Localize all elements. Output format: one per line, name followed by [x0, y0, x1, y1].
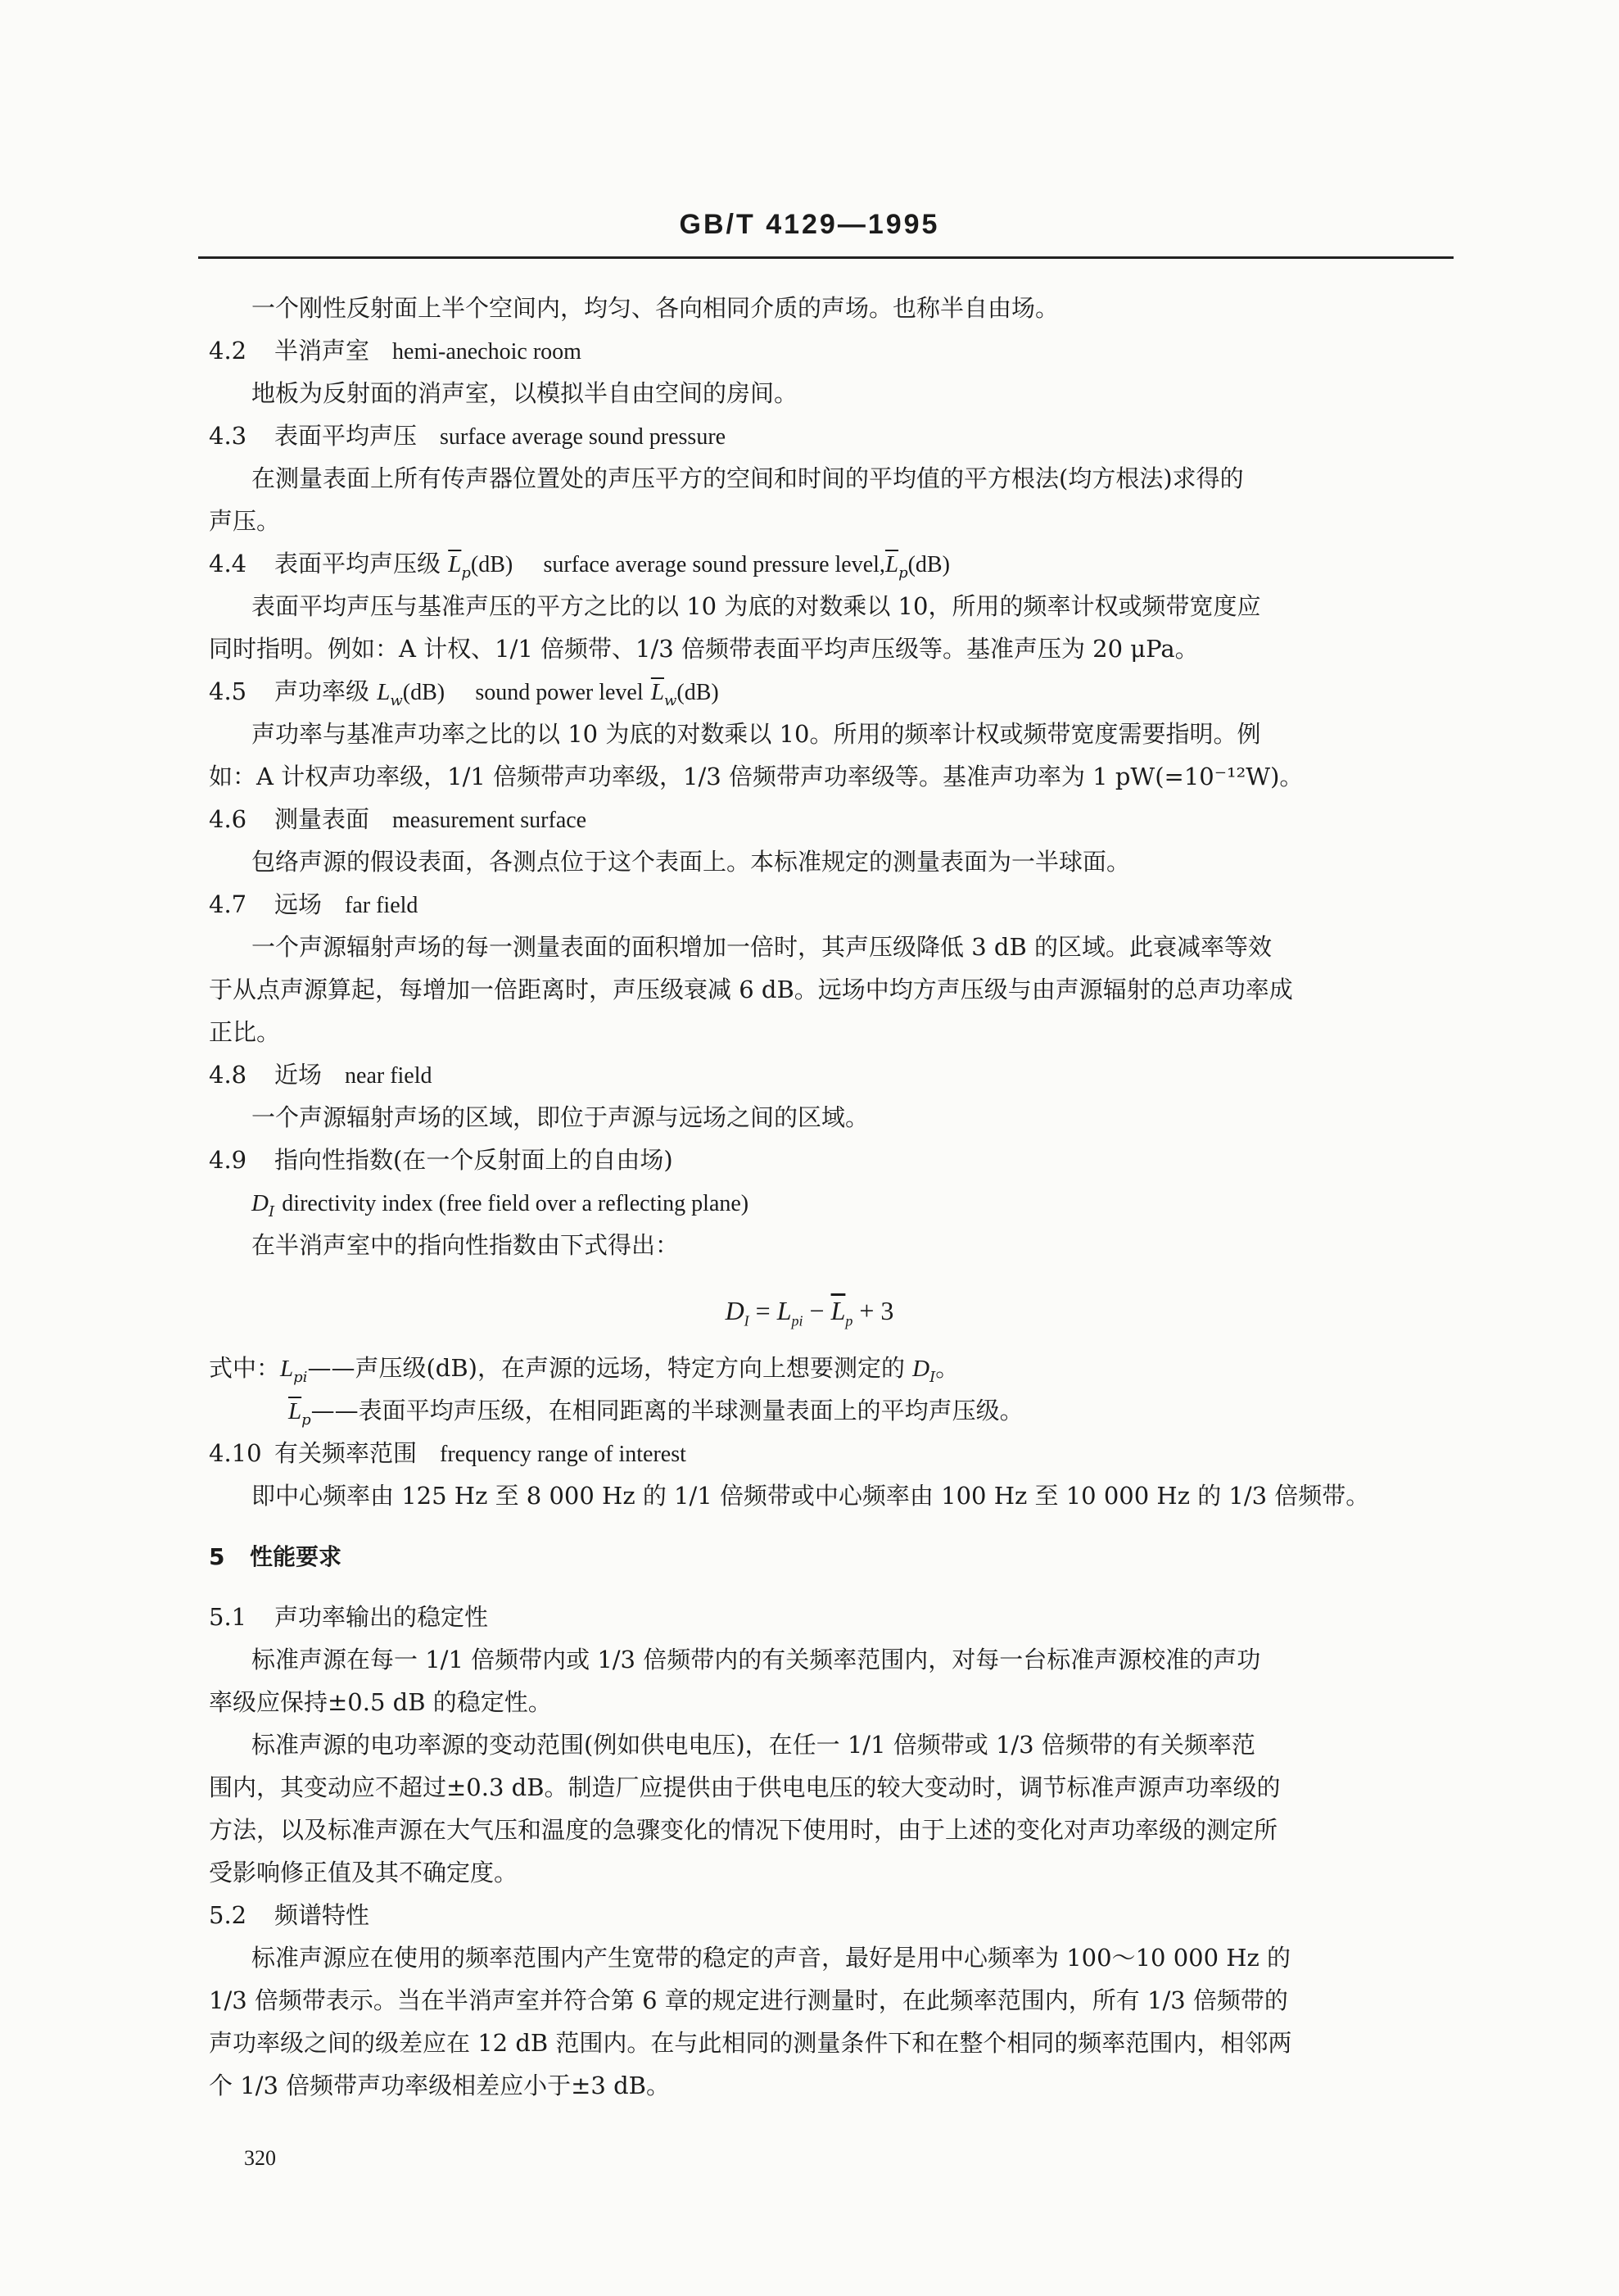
clause-title-en: near field: [345, 1063, 432, 1089]
symbol: D: [251, 1190, 269, 1216]
header-rule: [198, 256, 1454, 259]
clause-heading-4-2: [209, 334, 581, 369]
clause-number: 5.2: [209, 1901, 247, 1929]
clause-number: 4.2: [209, 337, 247, 365]
clause-number: 4.6: [209, 805, 247, 833]
unit: (dB): [402, 680, 445, 705]
clause-title-zh: 表面平均声压级: [274, 550, 441, 577]
clause-heading-4-7: [209, 888, 418, 922]
symbol: L: [377, 679, 391, 705]
symbol-subscript: pi: [293, 1368, 308, 1386]
page-number: 320: [244, 2146, 276, 2170]
clause-number: 4.7: [209, 890, 247, 918]
body-line: 同时指明。例如：A 计权、1/1 倍频带、1/3 倍频带表面平均声压级等。基准声压为 20 μPa。: [209, 635, 1199, 663]
body-line: 声功率与基准声功率之比的以 10 为底的对数乘以 10。所用的频率计权或频带宽度需要指明。例: [251, 720, 1261, 748]
clause-title-en: surface average sound pressure level,: [543, 552, 885, 577]
clause-number: 4.3: [209, 422, 247, 450]
symbol: $\overline{L}$: [650, 679, 664, 705]
symbol-subscript: p: [301, 1411, 311, 1429]
clause-title-en: hemi-anechoic room: [392, 339, 581, 365]
formula-term-subscript: pi: [791, 1312, 803, 1329]
formula-where-line: [288, 1394, 1024, 1437]
clause-number: 4.8: [209, 1061, 247, 1089]
symbol: $\overline{L}$: [884, 551, 899, 577]
clause-number: 4.9: [209, 1146, 247, 1174]
body-line: 围内，其变动应不超过±0.3 dB。制造厂应提供由于供电电压的较大变动时，调节标准声源声功率级的: [209, 1773, 1281, 1801]
clause-number: 4.5: [209, 677, 247, 705]
formula-minus: −: [809, 1296, 825, 1325]
clause-heading-4-6: [209, 803, 586, 837]
clause-title-zh: 表面平均声压: [274, 422, 418, 450]
where-end: 。: [935, 1354, 960, 1382]
symbol-subscript: I: [268, 1202, 275, 1220]
chapter-title: 性能要求: [250, 1543, 342, 1570]
clause-title-zh: 指向性指数(在一个反射面上的自由场): [274, 1146, 673, 1174]
clause-title-en: far field: [345, 893, 418, 918]
symbol-subscript: p: [461, 564, 471, 582]
body-line: 在半消声室中的指向性指数由下式得出：: [251, 1231, 680, 1259]
chapter-heading-5: [209, 1540, 341, 1574]
directivity-index-line: [251, 1186, 748, 1229]
clause-heading-4-8: [209, 1058, 432, 1093]
body-line: 一个刚性反射面上半个空间内，均匀、各向相同介质的声场。也称半自由场。: [251, 294, 1060, 322]
clause-heading-5-1: [209, 1601, 488, 1633]
formula-lhs: D: [725, 1296, 744, 1325]
clause-heading-4-5: [209, 675, 719, 718]
symbol: D: [912, 1356, 930, 1382]
body-line: 声功率级之间的级差应在 12 dB 范围内。在与此相同的测量条件下和在整个相同的频率范围内，相邻两: [209, 2029, 1292, 2057]
clause-title-en: sound power level: [475, 680, 644, 705]
formula-term: $\overline{L}$: [830, 1296, 846, 1325]
chapter-number: 5: [209, 1543, 225, 1570]
clause-title-zh: 半消声室: [274, 337, 370, 365]
clause-title-en: directivity index (free field over a reflecting plane): [282, 1191, 749, 1216]
symbol-subscript: p: [898, 564, 908, 582]
body-line: 1/3 倍频带表示。当在半消声室并符合第 6 章的规定进行测量时，在此频率范围内，所有 1/3 倍频带的: [209, 1986, 1288, 2014]
body-line: 在测量表面上所有传声器位置处的声压平方的空间和时间的平均值的平方根法(均方根法)求得的: [251, 464, 1244, 492]
clause-title-zh: 声功率级: [274, 677, 370, 705]
clause-heading-4-4: [209, 547, 950, 590]
symbol-subscript: I: [929, 1368, 936, 1386]
formula-where-line: [209, 1352, 959, 1394]
clause-heading-5-2: [209, 1899, 369, 1931]
body-line: 包络声源的假设表面，各测点位于这个表面上。本标准规定的测量表面为一半球面。: [251, 848, 1131, 876]
clause-title-zh: 测量表面: [274, 805, 370, 833]
symbol-subscript: w: [390, 691, 403, 709]
clause-heading-4-9: [209, 1143, 673, 1176]
body-line: 即中心频率由 125 Hz 至 8 000 Hz 的 1/1 倍频带或中心频率由 100 Hz 至 10 000 Hz 的 1/3 倍频带。: [251, 1482, 1370, 1510]
symbol: L: [280, 1356, 294, 1382]
unit: (dB): [907, 552, 950, 577]
formula-term-subscript: p: [845, 1312, 853, 1329]
clause-title-zh: 有关频率范围: [274, 1439, 418, 1467]
body-line: 正比。: [209, 1018, 281, 1046]
clause-heading-4-3: [209, 419, 726, 454]
formula-constant: + 3: [859, 1296, 894, 1325]
clause-title-en: measurement surface: [392, 808, 587, 833]
where-lead: 式中：: [209, 1354, 281, 1382]
clause-title-zh: 远场: [274, 890, 323, 918]
body-line: 方法，以及标准声源在大气压和温度的急骤变化的情况下使用时，由于上述的变化对声功率级的测定所: [209, 1816, 1278, 1844]
body-line: 一个声源辐射声场的每一测量表面的面积增加一倍时，其声压级降低 3 dB 的区域。此衰减率等效: [251, 933, 1272, 961]
body-line: 地板为反射面的消声室，以模拟半自由空间的房间。: [251, 379, 798, 407]
body-line: 一个声源辐射声场的区域，即位于声源与远场之间的区域。: [251, 1103, 870, 1131]
where-definition: ——表面平均声压级，在相同距离的半球测量表面上的平均声压级。: [310, 1397, 1024, 1424]
clause-title-zh: 声功率输出的稳定性: [274, 1603, 489, 1631]
where-definition: ——声压级(dB)，在声源的远场，特定方向上想要测定的: [307, 1354, 905, 1382]
body-line: 受影响修正值及其不确定度。: [209, 1859, 518, 1886]
body-line: 标准声源在每一 1/1 倍频带内或 1/3 倍频带内的有关频率范围内，对每一台标准声源校准的声功: [251, 1646, 1261, 1673]
formula-equals: =: [755, 1296, 771, 1325]
clause-title-en: surface average sound pressure: [440, 424, 726, 450]
body-line: 标准声源应在使用的频率范围内产生宽带的稳定的声音，最好是用中心频率为 100～10 000 Hz 的: [251, 1944, 1291, 1972]
symbol: $\overline{L}$: [288, 1398, 302, 1424]
formula-term: L: [776, 1296, 792, 1325]
unit: (dB): [676, 680, 719, 705]
clause-number: 5.1: [209, 1603, 247, 1631]
body-line: 声压。: [209, 507, 281, 535]
body-line: 标准声源的电功率源的变动范围(例如供电电压)，在任一 1/1 倍频带或 1/3 倍频带的有关频率范: [251, 1731, 1255, 1759]
body-line: 率级应保持±0.5 dB 的稳定性。: [209, 1688, 552, 1716]
body-line: 于从点声源算起，每增加一倍距离时，声压级衰减 6 dB。远场中均方声压级与由声源辐射的总声功率成: [209, 976, 1293, 1003]
body-line: 表面平均声压与基准声压的平方之比的以 10 为底的对数乘以 10，所用的频率计权或频带宽度应: [251, 592, 1261, 620]
directivity-formula: [0, 1296, 1619, 1329]
clause-number: 4.4: [209, 550, 247, 577]
clause-title-zh: 频谱特性: [274, 1901, 370, 1929]
standard-header: GB/T 4129—1995: [679, 209, 940, 240]
clause-number: 4.10: [209, 1439, 262, 1467]
symbol: $\overline{L}$: [448, 551, 462, 577]
symbol-subscript: w: [664, 691, 677, 709]
formula-lhs-subscript: I: [744, 1312, 749, 1329]
clause-title-en: frequency range of interest: [440, 1442, 686, 1467]
clause-title-zh: 近场: [274, 1061, 323, 1089]
body-line: 个 1/3 倍频带声功率级相差应小于±3 dB。: [209, 2072, 670, 2099]
clause-heading-4-10: [209, 1437, 686, 1471]
body-line: 如：A 计权声功率级，1/1 倍频带声功率级，1/3 倍频带声功率级等。基准声功率为 1 pW(=10⁻¹²W)。: [209, 763, 1304, 790]
unit: (dB): [470, 552, 513, 577]
